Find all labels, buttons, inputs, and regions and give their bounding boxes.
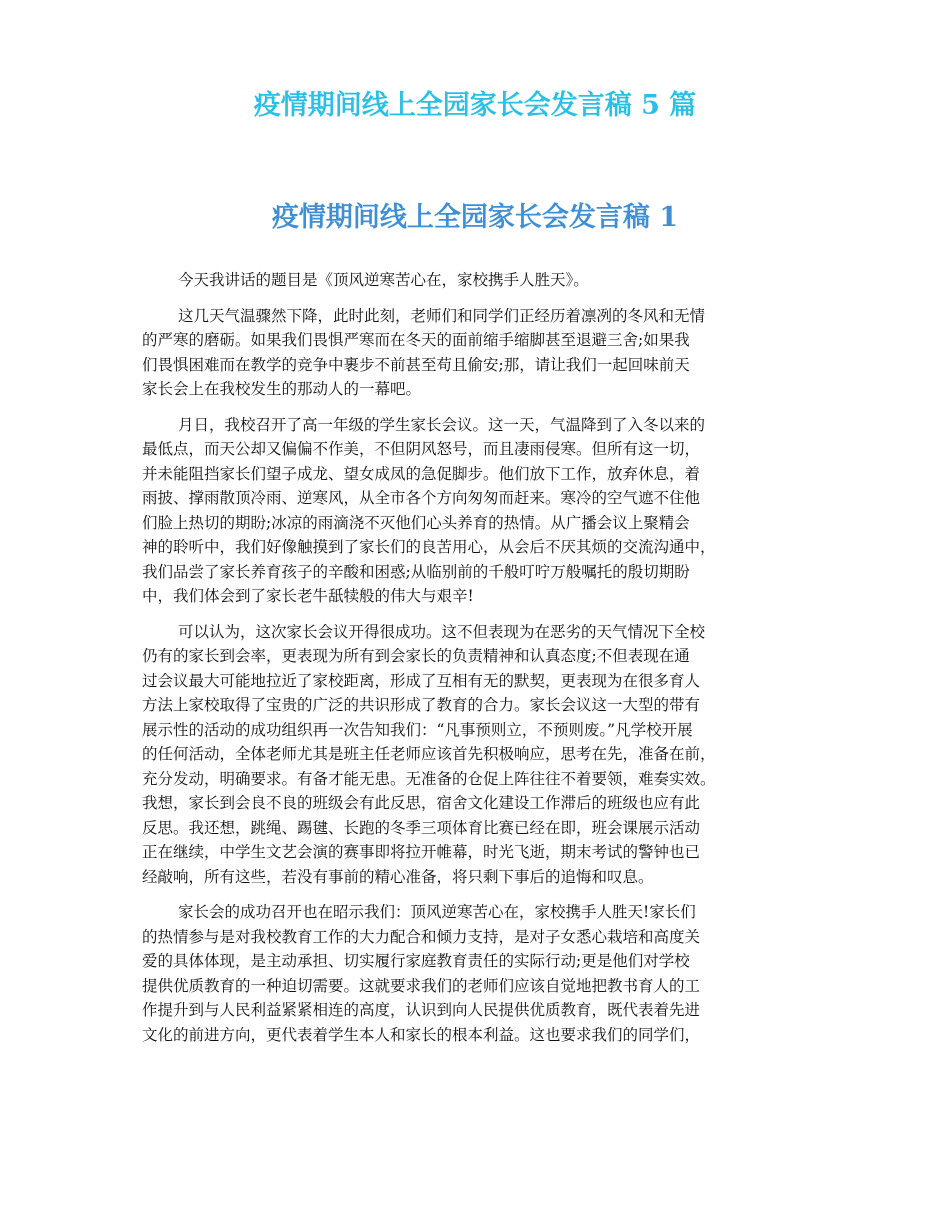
text-line: 经敲响，所有这些，若没有事前的精心准备，将只剩下事后的追悔和叹息。	[142, 867, 654, 886]
text-line: 过会议最大可能地拉近了家校距离，形成了互相有无的默契，更表现为在很多育人	[142, 671, 701, 690]
text-line: 们脸上热切的期盼;冰凉的雨滴浇不灭他们心头养育的热情。从广播会议上聚精会	[142, 513, 690, 532]
text-line: 雨披、撑雨散顶冷雨、逆寒风，从全市各个方向匆匆而赶来。寒冷的空气遮不住他	[142, 489, 701, 507]
text-line: 的热情参与是对我校教育工作的大力配合和倾力支持，是对子女悉心栽培和高度关	[142, 927, 701, 946]
text-line: 展示性的活动的成功组织再一次告知我们：“凡事预则立，不预则废。”凡学校开展	[142, 720, 693, 739]
document-body	[142, 268, 810, 1058]
document-title: 疫情期间线上全园家长会发言稿 5 篇	[253, 90, 697, 121]
text-line: 仍有的家长到会率，更表现为所有到会家长的负责精神和认真态度;不但表现在通	[142, 647, 690, 665]
text-line: 我想，家长到会良不良的班级会有此反思，宿舍文化建设工作滞后的班级也应有此	[142, 794, 701, 812]
paragraph-4	[142, 620, 810, 890]
text-line: 爱的具体体现，是主动承担、切实履行家庭教育责任的实际行动;更是他们对学校	[142, 952, 690, 970]
text-line: 反思。我还想，跳绳、踢毽、长跑的冬季三项体育比赛已经在即，班会课展示活动	[142, 818, 701, 837]
text-line: 可以认为，这次家长会议开得很成功。这不但表现为在恶劣的天气情况下全校	[178, 622, 706, 641]
text-line: 提供优质教育的一种迫切需要。这就要求我们的老师们应该自觉地把教书育人的工	[142, 976, 701, 995]
text-line: 家长会的成功召开也在昭示我们：顶风逆寒苦心在，家校携手人胜天!家长们	[178, 903, 696, 921]
text-line: 正在继续，中学生文艺会演的赛事即将拉开帷幕，时光飞逝，期末考试的警钟也已	[142, 843, 701, 861]
paragraph-2	[142, 304, 810, 402]
text-line: 方法上家校取得了宝贵的广泛的共识形成了教育的合力。家长会议这一大型的带有	[142, 696, 701, 714]
text-line: 月日，我校召开了高一年级的学生家长会议。这一天，气温降到了入冬以来的	[178, 415, 706, 434]
text-line: 并未能阻挡家长们望子成龙、望女成凤的急促脚步。他们放下工作，放弃休息，着	[142, 464, 701, 483]
text-line: 的任何活动，全体老师尤其是班主任老师应该首先积极响应，思考在先，准备在前，	[142, 745, 716, 763]
paragraph-1	[142, 268, 810, 293]
text-line: 中，我们体会到了家长老牛舐犊般的伟大与艰辛!	[142, 587, 474, 605]
text-line: 作提升到与人民利益紧紧相连的高度，认识到向人民提供优质教育，既代表着先进	[142, 1001, 701, 1019]
text-line: 文化的前进方向，更代表着学生本人和家长的根本利益。这也要求我们的同学们，	[142, 1025, 701, 1044]
paragraph-3	[142, 413, 810, 609]
section-title: 疫情期间线上全园家长会发言稿 1	[271, 202, 679, 233]
text-line: 我们品尝了家长养育孩子的辛酸和困惑;从临别前的千般叮咛万般嘱托的殷切期盼	[142, 562, 690, 581]
text-line: 最低点，而天公却又偏偏不作美，不但阴风怒号，而且凄雨侵寒。但所有这一切，	[142, 440, 701, 458]
text-line: 神的聆听中，我们好像触摸到了家长们的良苦用心，从会后不厌其烦的交流沟通中，	[142, 538, 716, 556]
text-line: 家长会上在我校发生的那动人的一幕吧。	[142, 380, 422, 398]
text-line: 这几天气温骤然下降，此时此刻，老师们和同学们正经历着凛冽的冬风和无情	[178, 306, 706, 325]
text-line: 的严寒的磨砺。如果我们畏惧严寒而在冬天的面前缩手缩脚甚至退避三舍;如果我	[142, 331, 690, 349]
text-line: 今天我讲话的题目是《顶风逆寒苦心在，家校携手人胜天》。	[178, 271, 589, 289]
text-line: 们畏惧困难而在教学的竞争中裹步不前甚至苟且偷安;那，请让我们一起回味前天	[142, 355, 690, 374]
text-line: 充分发动，明确要求。有备才能无患。无准备的仓促上阵往往不着要领，难奏实效。	[142, 769, 716, 788]
paragraph-5	[142, 900, 810, 1047]
